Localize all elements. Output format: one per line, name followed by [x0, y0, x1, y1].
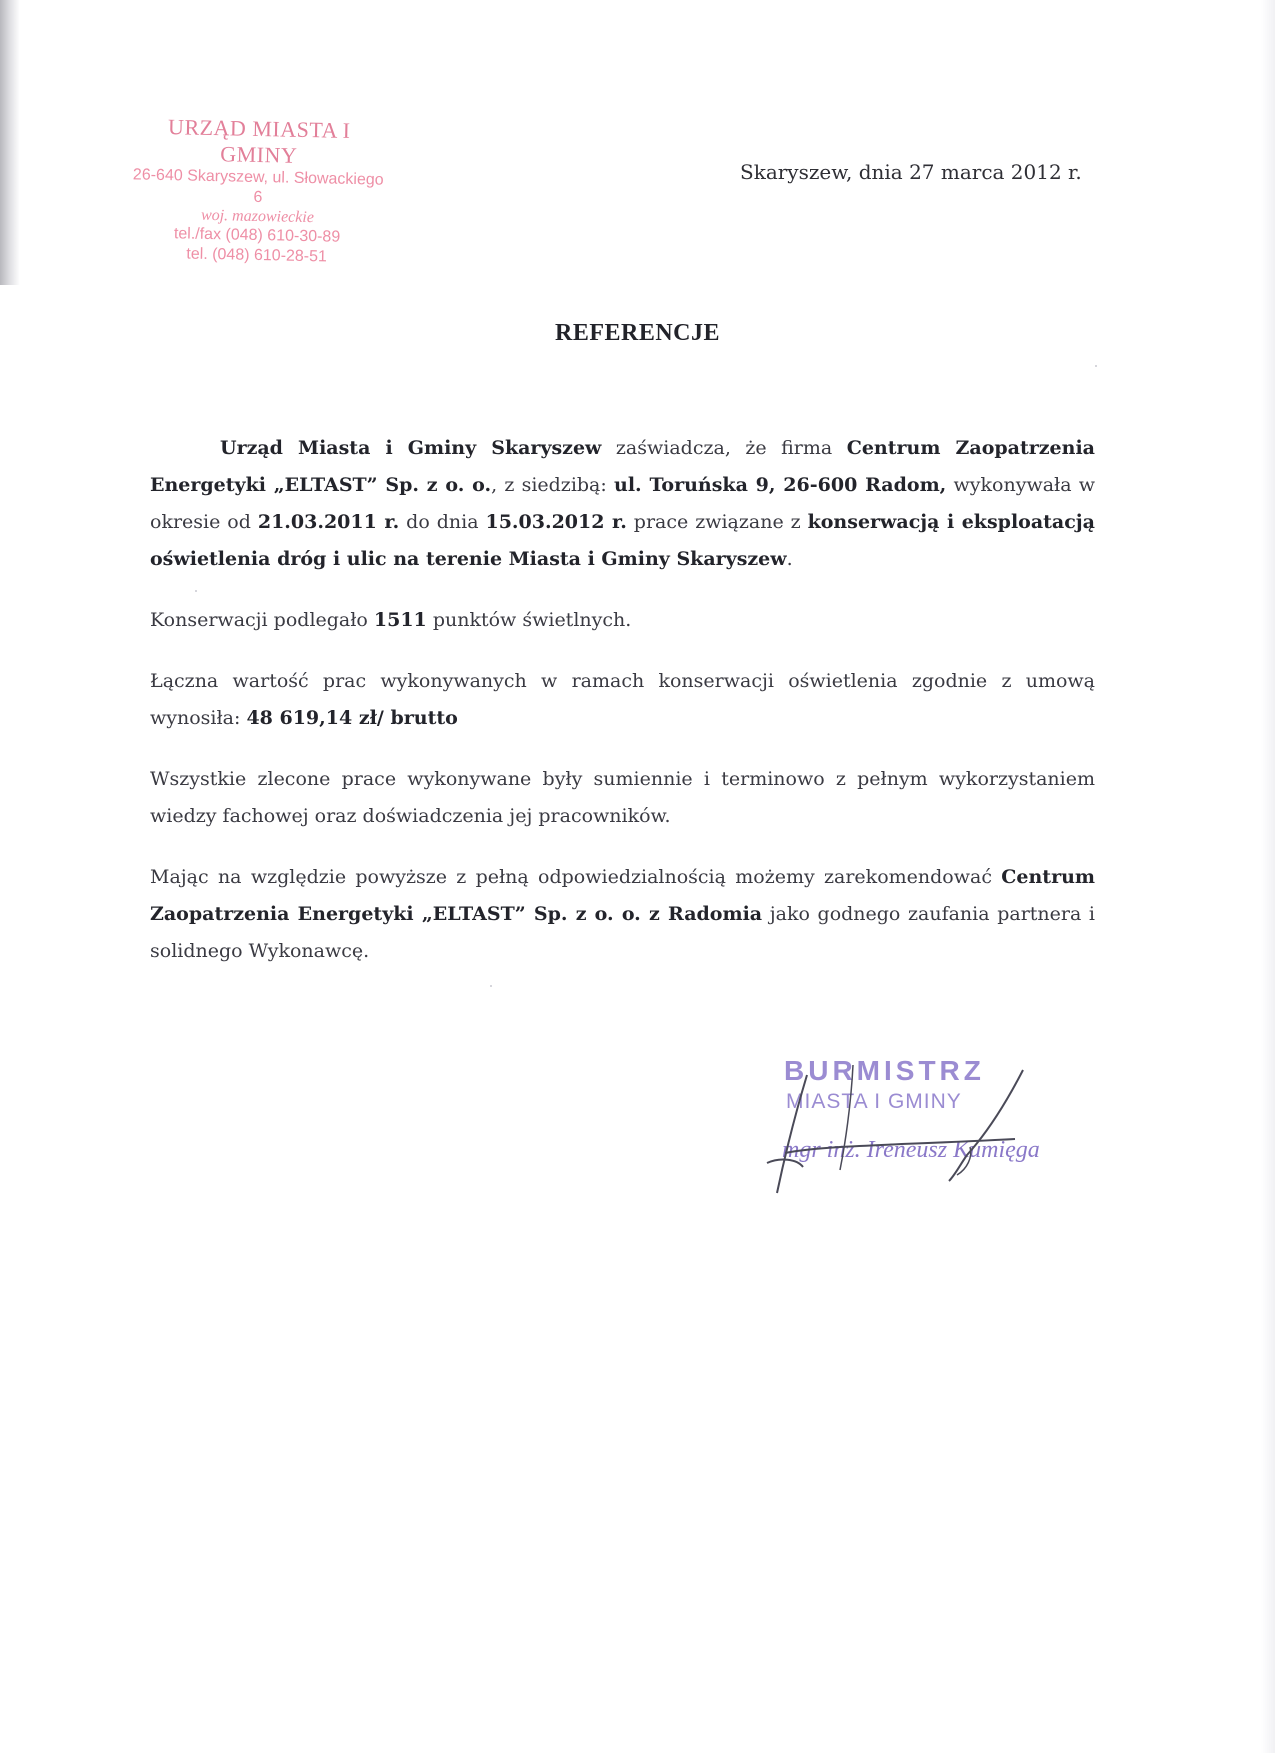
office-name-bold: Urząd Miasta i Gminy Skaryszew	[220, 437, 602, 459]
scan-speck	[1095, 365, 1097, 367]
office-name: URZĄD MIASTA I GMINY	[167, 114, 351, 168]
document-title: REFERENCJE	[554, 320, 721, 346]
office-region: woj. mazowieckie	[200, 206, 315, 227]
scope-of-work: konserwacją i eksploatacją oświetlenia dróg i ulic na terenie Miasta i Gminy Skaryszew	[150, 511, 1095, 570]
office-address: 26-640 Skaryszew, ul. Słowackiego 6	[132, 166, 384, 207]
handwritten-signature	[745, 1045, 1065, 1205]
signatory-name: mgr inż. Ireneusz Kumięga	[782, 1137, 1040, 1163]
contract-value: 48 619,14 zł/ brutto	[246, 707, 458, 729]
office-phone: tel. (048) 610-28-51	[186, 245, 328, 266]
scan-shadow	[0, 0, 20, 285]
scan-speck	[490, 985, 492, 987]
company-name: Centrum Zaopatrzenia Energetyki „ELTAST” Sp. z o. o.	[150, 437, 1095, 496]
date-from: 21.03.2011 r.	[257, 511, 400, 533]
date-to: 15.03.2012 r.	[485, 511, 627, 533]
light-points-count: 1511	[373, 609, 427, 631]
paragraph-confirmation: Urząd Miasta i Gminy Skaryszew zaświadcza, że firma Centrum Zaopatrzenia Energetyki „ELTAST” Sp. z o. o., z siedzibą: ul. Toruńska 9, 26-600 Radom, wykonywała w okresie od 21.03.2011 r. do dnia 15.03.2012 r. prace związane z konserwacją i eksploatacją oświetlenia dróg i ulic na terenie Miasta i Gminy Skaryszew.	[150, 437, 1096, 570]
stamp-subtitle: MIASTA I GMINY	[786, 1090, 962, 1113]
office-header-stamp	[126, 113, 389, 268]
paragraph-quality: Wszystkie zlecone prace wykonywane były sumiennie i terminowo z pełnym wykorzystaniem wiedzy fachowej oraz doświadczenia jej pracowników.	[150, 768, 1095, 827]
paragraph-recommendation: Mając na względzie powyższe z pełną odpowiedzialnością możemy zarekomendować Centrum Zaopatrzenia Energetyki „ELTAST” Sp. z o. o. z Radomia jako godnego zaufania partnera i solidnego Wykonawcę.	[150, 866, 1095, 962]
mayor-signature-stamp	[770, 1055, 1070, 1195]
recommended-company: Centrum Zaopatrzenia Energetyki „ELTAST” Sp. z o. o. z Radomia	[150, 866, 1095, 925]
scan-speck	[195, 590, 197, 592]
stamp-title: BURMISTRZ	[784, 1055, 985, 1086]
company-address: ul. Toruńska 9, 26-600 Radom,	[614, 474, 947, 496]
paragraph-light-points: Konserwacji podlegało 1511 punktów świetlnych.	[150, 609, 632, 631]
scan-edge	[1261, 0, 1275, 1753]
paragraph-value: Łączna wartość prac wykonywanych w ramach konserwacji oświetlenia zgodnie z umową wynosiła: 48 619,14 zł/ brutto	[150, 670, 1095, 729]
office-phone-fax: tel./fax (048) 610-30-89	[173, 225, 341, 246]
document-body	[150, 430, 1095, 994]
date-line: Skaryszew, dnia 27 marca 2012 r.	[740, 160, 1082, 184]
